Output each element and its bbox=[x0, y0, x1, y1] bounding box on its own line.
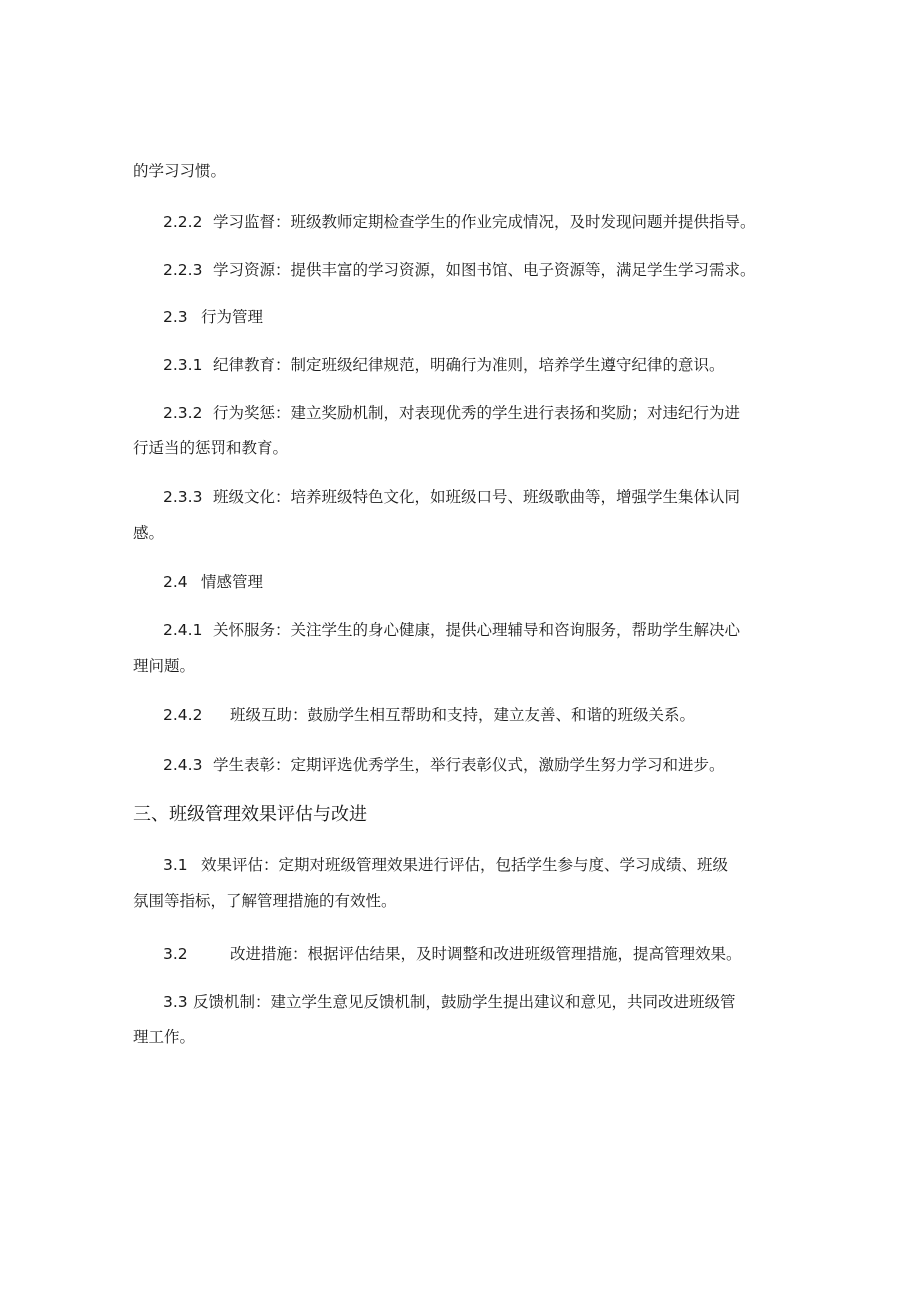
section-number: 3.2 bbox=[163, 945, 188, 963]
paragraph-text: 反馈机制：建立学生意见反馈机制，鼓励学生提出建议和意见，共同改进班级管 bbox=[193, 993, 736, 1011]
paragraph-3-3-line-2 bbox=[133, 1027, 803, 1047]
paragraph-text: 学习监督：班级教师定期检查学生的作业完成情况，及时发现问题并提供指导。 bbox=[213, 213, 756, 231]
paragraph-2-3-3-line-2 bbox=[133, 523, 803, 543]
paragraph-3-1 bbox=[163, 855, 833, 875]
paragraph-text: 氛围等指标，了解管理措施的有效性。 bbox=[133, 892, 397, 910]
paragraph-2-2-3 bbox=[163, 260, 833, 280]
paragraph-text: 学生表彰：定期评选优秀学生，举行表彰仪式，激励学生努力学习和进步。 bbox=[213, 756, 725, 774]
paragraph-3-2 bbox=[163, 944, 833, 964]
subheading-2-3 bbox=[163, 307, 833, 327]
section-number: 3.3 bbox=[163, 993, 188, 1011]
section-number: 2.3 bbox=[163, 308, 188, 326]
paragraph-3-3 bbox=[163, 992, 833, 1012]
section-number: 2.3.1 bbox=[163, 356, 203, 374]
paragraph-text: 班级互助：鼓励学生相互帮助和支持，建立友善、和谐的班级关系。 bbox=[230, 706, 696, 724]
subheading-text: 情感管理 bbox=[201, 573, 264, 591]
section-number: 2.4.3 bbox=[163, 756, 203, 774]
paragraph-text: 感。 bbox=[133, 524, 165, 542]
section-number: 2.2.3 bbox=[163, 261, 203, 279]
subheading-2-4 bbox=[163, 572, 833, 592]
paragraph-2-4-2 bbox=[163, 705, 833, 725]
paragraph-2-3-1 bbox=[163, 355, 833, 375]
section-3-heading: 三、班级管理效果评估与改进 bbox=[133, 804, 367, 825]
paragraph-2-2-2 bbox=[163, 212, 833, 232]
paragraph-text: 的学习习惯。 bbox=[133, 162, 227, 180]
section-number: 2.4.1 bbox=[163, 621, 203, 639]
section-number: 3.1 bbox=[163, 856, 188, 874]
section-number: 2.4 bbox=[163, 573, 188, 591]
paragraph-3-1-line-2 bbox=[133, 891, 803, 911]
paragraph-text: 行为奖惩：建立奖励机制，对表现优秀的学生进行表扬和奖励；对违纪行为进 bbox=[213, 404, 741, 422]
paragraph-continuation bbox=[133, 161, 803, 181]
paragraph-text: 效果评估：定期对班级管理效果进行评估，包括学生参与度、学习成绩、班级 bbox=[201, 856, 729, 874]
paragraph-2-3-2-line-2 bbox=[133, 438, 803, 458]
paragraph-text: 改进措施：根据评估结果，及时调整和改进班级管理措施，提高管理效果。 bbox=[230, 945, 742, 963]
section-number: 2.3.3 bbox=[163, 488, 203, 506]
paragraph-text: 学习资源：提供丰富的学习资源，如图书馆、电子资源等，满足学生学习需求。 bbox=[213, 261, 756, 279]
paragraph-text: 理问题。 bbox=[133, 657, 196, 675]
section-number: 2.2.2 bbox=[163, 213, 203, 231]
paragraph-2-4-3 bbox=[163, 755, 833, 775]
section-number: 2.4.2 bbox=[163, 706, 203, 724]
paragraph-2-4-1-line-2 bbox=[133, 656, 803, 676]
paragraph-text: 关怀服务：关注学生的身心健康，提供心理辅导和咨询服务，帮助学生解决心 bbox=[213, 621, 741, 639]
paragraph-2-3-3 bbox=[163, 487, 833, 507]
subheading-text: 行为管理 bbox=[201, 308, 264, 326]
paragraph-text: 班级文化：培养班级特色文化，如班级口号、班级歌曲等，增强学生集体认同 bbox=[213, 488, 741, 506]
paragraph-text: 纪律教育：制定班级纪律规范，明确行为准则，培养学生遵守纪律的意识。 bbox=[213, 356, 725, 374]
paragraph-text: 理工作。 bbox=[133, 1028, 196, 1046]
paragraph-2-4-1 bbox=[163, 620, 833, 640]
paragraph-text: 行适当的惩罚和教育。 bbox=[133, 439, 289, 457]
paragraph-2-3-2 bbox=[163, 403, 833, 423]
section-number: 2.3.2 bbox=[163, 404, 203, 422]
